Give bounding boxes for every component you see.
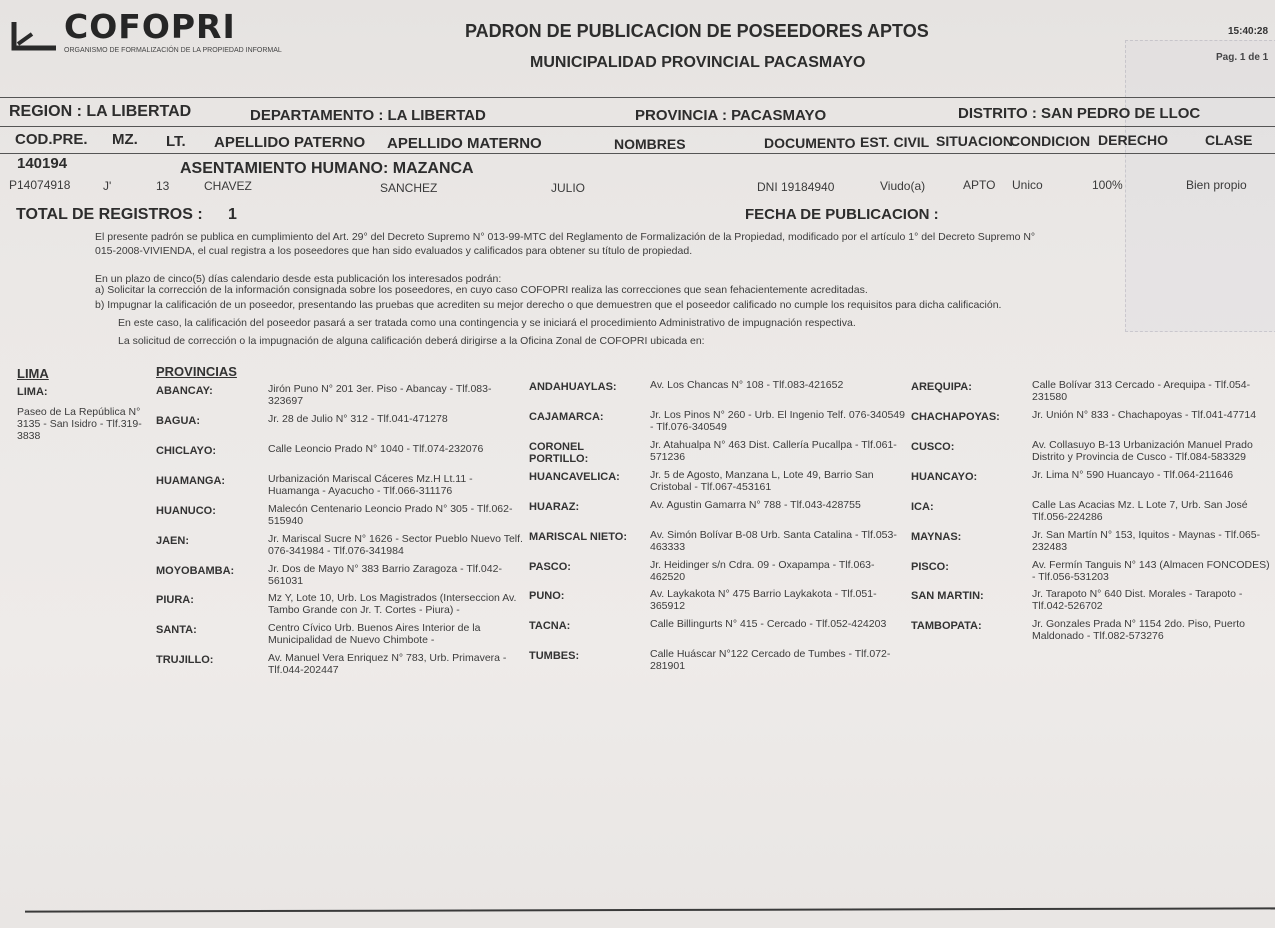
office-city: CHACHAPOYAS:	[911, 411, 1000, 423]
cell-est-civil: Viudo(a)	[880, 179, 926, 193]
office-address: Mz Y, Lote 10, Urb. Los Magistrados (Interseccion Av. Tambo Grande con Jr. T. Cortes - Piura) -	[268, 592, 517, 616]
office-address: Av. Laykakota N° 475 Barrio Laykakota - Tlf.051-365912	[650, 588, 877, 612]
paragraph-3: a) Solicitar la corrección de la información consignada sobre los poseedores, en cuyo caso COFOPRI realiza las correcciones que sean fehacientemente acreditadas.	[95, 284, 868, 296]
office-city: HUANUCO:	[156, 505, 216, 517]
office-address: Jr. Gonzales Prada N° 1154 2do. Piso, Puerto Maldonado - Tlf.082-573276	[1032, 618, 1245, 642]
office-city: ICA:	[911, 501, 934, 513]
office-address: Jr. Tarapoto N° 640 Dist. Morales - Tarapoto - Tlf.042-526702	[1032, 588, 1243, 612]
col-nombres: NOMBRES	[614, 136, 686, 152]
cell-nombres: JULIO	[551, 181, 586, 195]
logo-emblem-icon	[8, 14, 60, 54]
departamento-label: DEPARTAMENTO : LA LIBERTAD	[250, 107, 486, 124]
paragraph-1b: 015-2008-VIVIENDA, el cual registra a los poseedores que han sido evaluados y calificados para obtener su título de propiedad.	[95, 245, 693, 257]
office-city: JAEN:	[156, 535, 190, 547]
logo-tagline: ORGANISMO DE FORMALIZACIÓN DE LA PROPIEDAD INFORMAL	[64, 47, 282, 54]
office-city: CORONEL PORTILLO:	[529, 441, 589, 465]
office-address: Calle Huáscar N°122 Cercado de Tumbes - Tlf.072-281901	[650, 648, 891, 672]
col-codpre: COD.PRE.	[15, 131, 88, 148]
office-city: TAMBOPATA:	[911, 620, 982, 632]
distrito-label: DISTRITO : SAN PEDRO DE LLOC	[958, 105, 1201, 122]
page-number: Pag. 1 de 1	[1216, 52, 1269, 63]
office-address: Jr. 5 de Agosto, Manzana L, Lote 49, Barrio San Cristobal - Tlf.067-453161	[650, 469, 874, 493]
logo-text: COFOPRI	[64, 7, 236, 46]
office-city: PUNO:	[529, 590, 565, 602]
cell-documento: DNI 19184940	[757, 180, 835, 194]
office-city: PISCO:	[911, 561, 949, 573]
office-address: Av. Fermín Tanguis N° 143 (Almacen FONCODES) - Tlf.056-531203	[1032, 559, 1270, 583]
table-row	[0, 176, 1275, 196]
office-address: Calle Bolívar 313 Cercado - Arequipa - Tlf.054-231580	[1032, 379, 1251, 403]
paragraph-1a: El presente padrón se publica en cumplimiento del Art. 29° del Decreto Supremo N° 013-99-MTC del Reglamento de Formalización de la Propiedad, modificado por el artículo 1° del Decreto Supremo N°	[95, 231, 1036, 243]
office-city: MAYNAS:	[911, 531, 962, 543]
cofopri-logo	[8, 7, 282, 60]
col-lt: LT.	[166, 133, 186, 150]
office-city: HUAMANGA:	[156, 475, 226, 487]
office-address: Jr. Atahualpa N° 463 Dist. Callería Pucallpa - Tlf.061-571236	[650, 439, 897, 463]
cell-situacion: APTO	[963, 178, 996, 192]
lima-office-address: Paseo de La República N° 3135 - San Isidro - Tlf.319-3838	[17, 406, 142, 442]
office-city: BAGUA:	[156, 415, 200, 427]
office-address: Centro Cívico Urb. Buenos Aires Interior de la Municipalidad de Nuevo Chimbote -	[268, 622, 481, 646]
office-address: Jr. Dos de Mayo N° 383 Barrio Zaragoza - Tlf.042-561031	[268, 563, 502, 587]
total-registros-label: TOTAL DE REGISTROS :	[16, 206, 203, 223]
office-address: Urbanización Mariscal Cáceres Mz.H Lt.11 - Huamanga - Ayacucho - Tlf.066-311176	[268, 473, 473, 497]
cell-apellido-materno: SANCHEZ	[380, 181, 438, 195]
print-time: 15:40:28	[1228, 26, 1269, 37]
office-address: Calle Leoncio Prado N° 1040 - Tlf.074-232076	[268, 443, 484, 455]
provincia-label: PROVINCIA : PACASMAYO	[635, 107, 827, 124]
office-city: TRUJILLO:	[156, 654, 214, 666]
office-city: SAN MARTIN:	[911, 590, 984, 602]
office-address: Av. Agustin Gamarra N° 788 - Tlf.043-428755	[650, 499, 861, 511]
cell-lt: 13	[156, 179, 170, 193]
region-label: REGION : LA LIBERTAD	[9, 103, 192, 120]
col-documento: DOCUMENTO	[764, 135, 856, 151]
office-address: Jr. Heidinger s/n Cdra. 09 - Oxapampa - Tlf.063-462520	[650, 559, 875, 583]
office-address: Av. Manuel Vera Enriquez N° 783, Urb. Primavera - Tlf.044-202447	[268, 652, 507, 676]
paragraph-5: En este caso, la calificación del poseedor pasará a ser tratada como una contingencia y se iniciará el procedimiento Administrativo de impugnación respectiva.	[118, 317, 856, 329]
office-city: SANTA:	[156, 624, 197, 636]
office-address: Jr. Mariscal Sucre N° 1626 - Sector Pueblo Nuevo Telf. 076-341984 - Tlf.076-341984	[268, 533, 523, 557]
cell-apellido-paterno: CHAVEZ	[204, 179, 252, 193]
office-address: Jirón Puno N° 201 3er. Piso - Abancay - Tlf.083-323697	[268, 383, 492, 407]
office-address: Av. Simón Bolívar B-08 Urb. Santa Catalina - Tlf.053-463333	[650, 529, 897, 553]
provincias-heading: PROVINCIAS	[156, 364, 237, 379]
cell-clase: Bien propio	[1186, 178, 1247, 192]
office-city: TUMBES:	[529, 650, 580, 662]
paragraph-2: En un plazo de cinco(5) días calendario desde esta publicación los interesados podrán:	[95, 273, 502, 285]
col-condicion: CONDICION	[1010, 133, 1091, 149]
office-city: CAJAMARCA:	[529, 411, 604, 423]
col-derecho: DERECHO	[1098, 132, 1169, 148]
office-address: Jr. San Martín N° 153, Iquitos - Maynas - Tlf.065-232483	[1032, 529, 1261, 553]
col-situacion: SITUACION	[936, 133, 1013, 149]
group-code: 140194	[17, 155, 68, 172]
col-est-civil: EST. CIVIL	[860, 134, 930, 150]
col-mz: MZ.	[112, 131, 138, 148]
office-city: CUSCO:	[911, 441, 955, 453]
office-city: CHICLAYO:	[156, 445, 217, 457]
office-city: MOYOBAMBA:	[156, 565, 235, 577]
office-city: ABANCAY:	[156, 385, 213, 397]
office-address: Jr. Los Pinos N° 260 - Urb. El Ingenio Telf. 076-340549 - Tlf.076-340549	[650, 409, 905, 433]
office-city: MARISCAL NIETO:	[529, 531, 627, 543]
office-address: Malecón Centenario Leoncio Prado N° 305 - Tlf.062-515940	[268, 503, 513, 527]
office-address: Av. Los Chancas N° 108 - Tlf.083-421652	[650, 379, 844, 391]
cell-condicion: Unico	[1012, 178, 1043, 192]
office-city: TACNA:	[529, 620, 571, 632]
office-address: Jr. Unión N° 833 - Chachapoyas - Tlf.041-47714	[1032, 409, 1257, 421]
paragraph-4: b) Impugnar la calificación de un poseedor, presentando las pruebas que acrediten su mejor derecho o que demuestren que el poseedor calificado no cumple los requisitos para dicha calificación.	[95, 299, 1002, 311]
group-name: ASENTAMIENTO HUMANO: MAZANCA	[180, 160, 474, 177]
office-city: PIURA:	[156, 594, 194, 606]
office-city: HUANCAVELICA:	[529, 471, 620, 483]
office-address: Calle Billingurts N° 415 - Cercado - Tlf.052-424203	[650, 618, 887, 630]
lima-heading: LIMA	[17, 366, 49, 381]
office-city: ANDAHUAYLAS:	[529, 381, 617, 393]
cell-codpre: P14074918	[9, 178, 71, 192]
office-address: Calle Las Acacias Mz. L Lote 7, Urb. San José Tlf.056-224286	[1032, 499, 1248, 523]
office-city: AREQUIPA:	[911, 381, 972, 393]
lima-office-label: LIMA:	[17, 386, 48, 398]
paragraph-6: La solicitud de corrección o la impugnación de alguna calificación deberá dirigirse a la Oficina Zonal de COFOPRI ubicada en:	[118, 335, 705, 347]
document-subtitle: MUNICIPALIDAD PROVINCIAL PACASMAYO	[530, 54, 866, 71]
col-apellido-materno: APELLIDO MATERNO	[387, 135, 542, 152]
fecha-publicacion-label: FECHA DE PUBLICACION :	[745, 206, 939, 223]
office-address: Av. Collasuyo B-13 Urbanización Manuel Prado Distrito y Provincia de Cusco - Tlf.084-583329	[1032, 439, 1253, 463]
total-registros-value: 1	[228, 206, 237, 223]
cell-mz: J'	[103, 179, 112, 193]
col-clase: CLASE	[1205, 132, 1253, 148]
office-city: HUARAZ:	[529, 501, 580, 513]
col-apellido-paterno: APELLIDO PATERNO	[214, 134, 366, 151]
office-city: HUANCAYO:	[911, 471, 978, 483]
cell-derecho: 100%	[1092, 178, 1123, 192]
office-address: Jr. 28 de Julio N° 312 - Tlf.041-471278	[268, 413, 448, 425]
document-title: PADRON DE PUBLICACION DE POSEEDORES APTOS	[465, 21, 929, 41]
office-city: PASCO:	[529, 561, 571, 573]
office-address: Jr. Lima N° 590 Huancayo - Tlf.064-211646	[1032, 469, 1234, 481]
